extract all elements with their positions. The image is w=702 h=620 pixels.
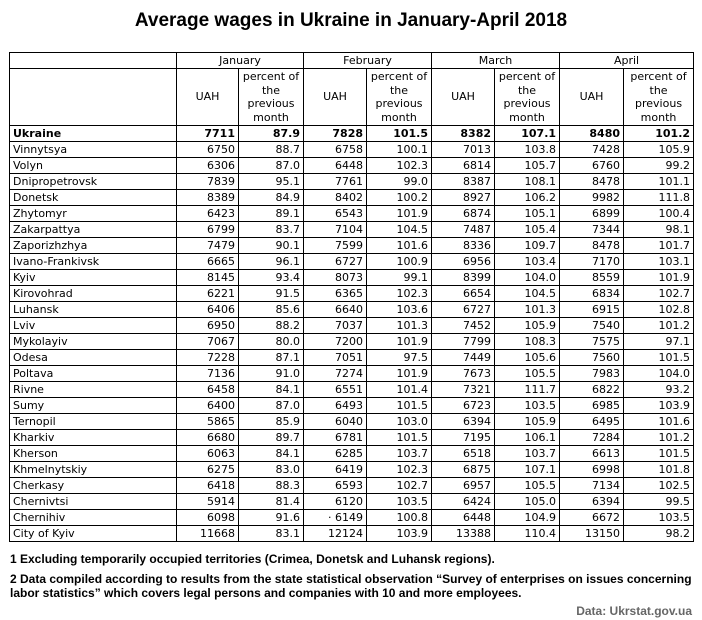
uah-value-cell: 7274 bbox=[304, 366, 367, 382]
uah-value-cell: 6834 bbox=[560, 286, 624, 302]
uah-value-cell: 6654 bbox=[432, 286, 495, 302]
percent-value-cell: 96.1 bbox=[239, 254, 304, 270]
source-credit: Data: Ukrstat.gov.ua bbox=[576, 604, 692, 618]
percent-value-cell: 111.8 bbox=[624, 190, 694, 206]
page-title: Average wages in Ukraine in January-April 2018 bbox=[134, 10, 568, 31]
percent-value-cell: 107.1 bbox=[495, 126, 560, 142]
percent-value-cell: 99.5 bbox=[624, 494, 694, 510]
uah-value-cell: 7200 bbox=[304, 334, 367, 350]
uah-value-cell: 7449 bbox=[432, 350, 495, 366]
percent-value-cell: 101.4 bbox=[367, 382, 432, 398]
percent-value-cell: 91.0 bbox=[239, 366, 304, 382]
region-name-cell: Kherson bbox=[10, 446, 177, 462]
percent-value-cell: 103.9 bbox=[367, 526, 432, 542]
percent-value-cell: 104.0 bbox=[624, 366, 694, 382]
percent-value-cell: 93.4 bbox=[239, 270, 304, 286]
region-name-cell: Zaporizhzhya bbox=[10, 238, 177, 254]
percent-value-cell: 103.4 bbox=[495, 254, 560, 270]
uah-value-cell: 7134 bbox=[560, 478, 624, 494]
percent-header: percent of the previous month bbox=[495, 69, 560, 126]
percent-value-cell: 83.1 bbox=[239, 526, 304, 542]
uah-value-cell: 6956 bbox=[432, 254, 495, 270]
percent-value-cell: 101.1 bbox=[624, 174, 694, 190]
table-row bbox=[10, 270, 694, 286]
percent-value-cell: 103.9 bbox=[624, 398, 694, 414]
percent-value-cell: 101.5 bbox=[367, 126, 432, 142]
uah-value-cell: 6899 bbox=[560, 206, 624, 222]
percent-value-cell: 101.6 bbox=[624, 414, 694, 430]
uah-value-cell: 6781 bbox=[304, 430, 367, 446]
percent-value-cell: 105.9 bbox=[495, 414, 560, 430]
uah-value-cell: 7344 bbox=[560, 222, 624, 238]
month-header-april: April bbox=[560, 53, 694, 69]
uah-value-cell: 6874 bbox=[432, 206, 495, 222]
uah-value-cell: 9982 bbox=[560, 190, 624, 206]
percent-value-cell: 97.5 bbox=[367, 350, 432, 366]
region-name-cell: Luhansk bbox=[10, 302, 177, 318]
wages-table bbox=[9, 52, 694, 542]
uah-value-cell: 7136 bbox=[177, 366, 239, 382]
percent-value-cell: 103.0 bbox=[367, 414, 432, 430]
percent-value-cell: 99.1 bbox=[367, 270, 432, 286]
region-name-cell: Lviv bbox=[10, 318, 177, 334]
percent-value-cell: 101.5 bbox=[624, 446, 694, 462]
percent-value-cell: 100.1 bbox=[367, 142, 432, 158]
uah-value-cell: 6221 bbox=[177, 286, 239, 302]
uah-value-cell: 8478 bbox=[560, 174, 624, 190]
uah-value-cell: 6120 bbox=[304, 494, 367, 510]
region-name-cell: Chernivtsi bbox=[10, 494, 177, 510]
uah-value-cell: 6424 bbox=[432, 494, 495, 510]
percent-value-cell: 105.1 bbox=[495, 206, 560, 222]
percent-header: percent of the previous month bbox=[239, 69, 304, 126]
uah-value-cell: 6875 bbox=[432, 462, 495, 478]
percent-value-cell: 105.6 bbox=[495, 350, 560, 366]
region-name-cell: Ivano-Frankivsk bbox=[10, 254, 177, 270]
table-row bbox=[10, 254, 694, 270]
uah-value-cell: 6985 bbox=[560, 398, 624, 414]
percent-value-cell: 89.1 bbox=[239, 206, 304, 222]
uah-value-cell: 6448 bbox=[432, 510, 495, 526]
uah-value-cell: 6665 bbox=[177, 254, 239, 270]
uah-value-cell: 6495 bbox=[560, 414, 624, 430]
percent-value-cell: 102.8 bbox=[624, 302, 694, 318]
uah-value-cell: 6394 bbox=[560, 494, 624, 510]
footnote-1: 1 Excluding temporarily occupied territories (Crimea, Donetsk and Luhansk regions). bbox=[10, 552, 495, 566]
table-row bbox=[10, 366, 694, 382]
table-row bbox=[10, 462, 694, 478]
percent-value-cell: 105.5 bbox=[495, 478, 560, 494]
uah-value-cell: 6098 bbox=[177, 510, 239, 526]
percent-value-cell: 88.2 bbox=[239, 318, 304, 334]
percent-value-cell: 101.9 bbox=[367, 334, 432, 350]
percent-value-cell: 102.5 bbox=[624, 478, 694, 494]
percent-value-cell: 91.6 bbox=[239, 510, 304, 526]
percent-value-cell: 100.8 bbox=[367, 510, 432, 526]
month-header-row bbox=[10, 53, 694, 69]
percent-value-cell: 89.7 bbox=[239, 430, 304, 446]
percent-value-cell: 88.7 bbox=[239, 142, 304, 158]
percent-value-cell: 104.5 bbox=[495, 286, 560, 302]
percent-value-cell: 103.8 bbox=[495, 142, 560, 158]
uah-value-cell: 6593 bbox=[304, 478, 367, 494]
uah-value-cell: 6406 bbox=[177, 302, 239, 318]
uah-value-cell: 8559 bbox=[560, 270, 624, 286]
table-body bbox=[10, 126, 694, 542]
uah-value-cell: 5914 bbox=[177, 494, 239, 510]
percent-value-cell: 101.8 bbox=[624, 462, 694, 478]
uah-value-cell: 13150 bbox=[560, 526, 624, 542]
uah-value-cell: 8387 bbox=[432, 174, 495, 190]
uah-value-cell: 12124 bbox=[304, 526, 367, 542]
uah-value-cell: 7170 bbox=[560, 254, 624, 270]
percent-header: percent of the previous month bbox=[367, 69, 432, 126]
uah-value-cell: 8145 bbox=[177, 270, 239, 286]
percent-value-cell: 88.3 bbox=[239, 478, 304, 494]
percent-value-cell: 104.9 bbox=[495, 510, 560, 526]
percent-value-cell: 105.5 bbox=[495, 366, 560, 382]
uah-value-cell: · 6149 bbox=[304, 510, 367, 526]
uah-value-cell: 5865 bbox=[177, 414, 239, 430]
uah-value-cell: 11668 bbox=[177, 526, 239, 542]
table-row bbox=[10, 158, 694, 174]
uah-value-cell: 6518 bbox=[432, 446, 495, 462]
percent-value-cell: 90.1 bbox=[239, 238, 304, 254]
table-row bbox=[10, 430, 694, 446]
uah-value-cell: 6040 bbox=[304, 414, 367, 430]
percent-value-cell: 106.1 bbox=[495, 430, 560, 446]
percent-value-cell: 102.3 bbox=[367, 158, 432, 174]
uah-value-cell: 6285 bbox=[304, 446, 367, 462]
table-row bbox=[10, 206, 694, 222]
uah-value-cell: 6957 bbox=[432, 478, 495, 494]
uah-value-cell: 7195 bbox=[432, 430, 495, 446]
percent-value-cell: 100.4 bbox=[624, 206, 694, 222]
table-row bbox=[10, 190, 694, 206]
percent-value-cell: 103.6 bbox=[367, 302, 432, 318]
percent-value-cell: 101.9 bbox=[367, 206, 432, 222]
footnote-2: 2 Data compiled according to results from the state statistical observation “Survey of enterprises on issues concerning labor statistics” which covers legal persons and companies with 10 and more employees. bbox=[10, 572, 692, 600]
percent-value-cell: 101.7 bbox=[624, 238, 694, 254]
uah-value-cell: 7828 bbox=[304, 126, 367, 142]
region-name-cell: City of Kyiv bbox=[10, 526, 177, 542]
table-row bbox=[10, 334, 694, 350]
table-row bbox=[10, 446, 694, 462]
percent-value-cell: 101.9 bbox=[367, 366, 432, 382]
uah-value-cell: 7575 bbox=[560, 334, 624, 350]
table-row bbox=[10, 238, 694, 254]
region-name-cell: Chernihiv bbox=[10, 510, 177, 526]
uah-value-cell: 8480 bbox=[560, 126, 624, 142]
percent-value-cell: 93.2 bbox=[624, 382, 694, 398]
percent-value-cell: 100.9 bbox=[367, 254, 432, 270]
uah-header: UAH bbox=[560, 69, 624, 126]
uah-value-cell: 7799 bbox=[432, 334, 495, 350]
percent-value-cell: 101.5 bbox=[367, 398, 432, 414]
uah-value-cell: 6423 bbox=[177, 206, 239, 222]
percent-value-cell: 97.1 bbox=[624, 334, 694, 350]
percent-value-cell: 108.1 bbox=[495, 174, 560, 190]
percent-value-cell: 101.9 bbox=[624, 270, 694, 286]
uah-value-cell: 8402 bbox=[304, 190, 367, 206]
month-header-march: March bbox=[432, 53, 560, 69]
header-blank bbox=[10, 69, 177, 126]
uah-value-cell: 6915 bbox=[560, 302, 624, 318]
percent-value-cell: 103.5 bbox=[495, 398, 560, 414]
uah-value-cell: 7051 bbox=[304, 350, 367, 366]
uah-value-cell: 6543 bbox=[304, 206, 367, 222]
table-row bbox=[10, 174, 694, 190]
table-row bbox=[10, 286, 694, 302]
uah-value-cell: 6400 bbox=[177, 398, 239, 414]
header-blank bbox=[10, 53, 177, 69]
uah-value-cell: 7037 bbox=[304, 318, 367, 334]
percent-value-cell: 105.9 bbox=[624, 142, 694, 158]
uah-value-cell: 7711 bbox=[177, 126, 239, 142]
region-name-cell: Donetsk bbox=[10, 190, 177, 206]
uah-value-cell: 8336 bbox=[432, 238, 495, 254]
uah-value-cell: 8382 bbox=[432, 126, 495, 142]
percent-value-cell: 105.7 bbox=[495, 158, 560, 174]
percent-value-cell: 107.1 bbox=[495, 462, 560, 478]
table-row bbox=[10, 398, 694, 414]
percent-value-cell: 99.0 bbox=[367, 174, 432, 190]
region-name-cell: Vinnytsya bbox=[10, 142, 177, 158]
uah-value-cell: 6799 bbox=[177, 222, 239, 238]
uah-value-cell: 6448 bbox=[304, 158, 367, 174]
region-name-cell: Zhytomyr bbox=[10, 206, 177, 222]
region-name-cell: Kyiv bbox=[10, 270, 177, 286]
percent-value-cell: 103.5 bbox=[367, 494, 432, 510]
uah-value-cell: 6306 bbox=[177, 158, 239, 174]
percent-value-cell: 103.1 bbox=[624, 254, 694, 270]
percent-value-cell: 100.2 bbox=[367, 190, 432, 206]
region-name-cell: Kirovohrad bbox=[10, 286, 177, 302]
percent-value-cell: 85.9 bbox=[239, 414, 304, 430]
region-name-cell: Zakarpattya bbox=[10, 222, 177, 238]
uah-value-cell: 7228 bbox=[177, 350, 239, 366]
table-row bbox=[10, 526, 694, 542]
uah-value-cell: 7452 bbox=[432, 318, 495, 334]
uah-value-cell: 7067 bbox=[177, 334, 239, 350]
uah-value-cell: 7599 bbox=[304, 238, 367, 254]
percent-value-cell: 102.3 bbox=[367, 462, 432, 478]
percent-value-cell: 87.0 bbox=[239, 158, 304, 174]
region-name-cell: Cherkasy bbox=[10, 478, 177, 494]
uah-value-cell: 6275 bbox=[177, 462, 239, 478]
percent-value-cell: 98.1 bbox=[624, 222, 694, 238]
uah-value-cell: 6418 bbox=[177, 478, 239, 494]
uah-value-cell: 6998 bbox=[560, 462, 624, 478]
uah-value-cell: 7487 bbox=[432, 222, 495, 238]
percent-value-cell: 101.3 bbox=[367, 318, 432, 334]
uah-value-cell: 6727 bbox=[304, 254, 367, 270]
uah-value-cell: 6727 bbox=[432, 302, 495, 318]
uah-value-cell: 8478 bbox=[560, 238, 624, 254]
uah-value-cell: 7479 bbox=[177, 238, 239, 254]
month-header-february: February bbox=[304, 53, 432, 69]
region-name-cell: Odesa bbox=[10, 350, 177, 366]
region-name-cell: Dnipropetrovsk bbox=[10, 174, 177, 190]
uah-value-cell: 7321 bbox=[432, 382, 495, 398]
uah-value-cell: 6760 bbox=[560, 158, 624, 174]
percent-value-cell: 81.4 bbox=[239, 494, 304, 510]
percent-value-cell: 80.0 bbox=[239, 334, 304, 350]
percent-value-cell: 84.9 bbox=[239, 190, 304, 206]
uah-value-cell: 6822 bbox=[560, 382, 624, 398]
uah-value-cell: 6950 bbox=[177, 318, 239, 334]
uah-value-cell: 7839 bbox=[177, 174, 239, 190]
percent-value-cell: 87.9 bbox=[239, 126, 304, 142]
percent-value-cell: 101.6 bbox=[367, 238, 432, 254]
uah-value-cell: 6063 bbox=[177, 446, 239, 462]
uah-value-cell: 6419 bbox=[304, 462, 367, 478]
subheader-row bbox=[10, 69, 694, 126]
uah-value-cell: 7540 bbox=[560, 318, 624, 334]
percent-value-cell: 87.1 bbox=[239, 350, 304, 366]
region-name-cell: Poltava bbox=[10, 366, 177, 382]
uah-value-cell: 6493 bbox=[304, 398, 367, 414]
percent-value-cell: 110.4 bbox=[495, 526, 560, 542]
uah-value-cell: 6680 bbox=[177, 430, 239, 446]
uah-value-cell: 8389 bbox=[177, 190, 239, 206]
region-name-cell: Ukraine bbox=[10, 126, 177, 142]
region-name-cell: Ternopil bbox=[10, 414, 177, 430]
uah-value-cell: 6458 bbox=[177, 382, 239, 398]
percent-value-cell: 103.7 bbox=[367, 446, 432, 462]
region-name-cell: Kharkiv bbox=[10, 430, 177, 446]
percent-value-cell: 108.3 bbox=[495, 334, 560, 350]
uah-value-cell: 6814 bbox=[432, 158, 495, 174]
table-row bbox=[10, 414, 694, 430]
month-header-january: January bbox=[177, 53, 304, 69]
region-name-cell: Sumy bbox=[10, 398, 177, 414]
table-row bbox=[10, 222, 694, 238]
percent-value-cell: 102.7 bbox=[624, 286, 694, 302]
percent-value-cell: 109.7 bbox=[495, 238, 560, 254]
uah-value-cell: 7761 bbox=[304, 174, 367, 190]
percent-value-cell: 83.7 bbox=[239, 222, 304, 238]
percent-value-cell: 84.1 bbox=[239, 446, 304, 462]
percent-value-cell: 87.0 bbox=[239, 398, 304, 414]
table-row bbox=[10, 494, 694, 510]
uah-header: UAH bbox=[432, 69, 495, 126]
region-name-cell: Mykolayiv bbox=[10, 334, 177, 350]
percent-value-cell: 84.1 bbox=[239, 382, 304, 398]
region-name-cell: Rivne bbox=[10, 382, 177, 398]
table-row bbox=[10, 510, 694, 526]
uah-value-cell: 8073 bbox=[304, 270, 367, 286]
percent-value-cell: 105.0 bbox=[495, 494, 560, 510]
uah-value-cell: 7983 bbox=[560, 366, 624, 382]
uah-value-cell: 6750 bbox=[177, 142, 239, 158]
uah-value-cell: 7428 bbox=[560, 142, 624, 158]
percent-value-cell: 105.4 bbox=[495, 222, 560, 238]
percent-value-cell: 91.5 bbox=[239, 286, 304, 302]
uah-value-cell: 6640 bbox=[304, 302, 367, 318]
uah-value-cell: 6723 bbox=[432, 398, 495, 414]
uah-value-cell: 8399 bbox=[432, 270, 495, 286]
table-row bbox=[10, 382, 694, 398]
uah-value-cell: 6551 bbox=[304, 382, 367, 398]
percent-value-cell: 101.2 bbox=[624, 126, 694, 142]
percent-value-cell: 102.7 bbox=[367, 478, 432, 494]
percent-value-cell: 98.2 bbox=[624, 526, 694, 542]
uah-value-cell: 6394 bbox=[432, 414, 495, 430]
uah-value-cell: 7673 bbox=[432, 366, 495, 382]
percent-value-cell: 83.0 bbox=[239, 462, 304, 478]
percent-value-cell: 104.0 bbox=[495, 270, 560, 286]
table-row bbox=[10, 142, 694, 158]
percent-value-cell: 101.5 bbox=[624, 350, 694, 366]
percent-value-cell: 101.5 bbox=[367, 430, 432, 446]
uah-value-cell: 6613 bbox=[560, 446, 624, 462]
percent-value-cell: 95.1 bbox=[239, 174, 304, 190]
uah-header: UAH bbox=[177, 69, 239, 126]
percent-value-cell: 101.2 bbox=[624, 430, 694, 446]
uah-header: UAH bbox=[304, 69, 367, 126]
percent-value-cell: 111.7 bbox=[495, 382, 560, 398]
uah-value-cell: 6672 bbox=[560, 510, 624, 526]
percent-value-cell: 104.5 bbox=[367, 222, 432, 238]
percent-value-cell: 105.9 bbox=[495, 318, 560, 334]
percent-value-cell: 102.3 bbox=[367, 286, 432, 302]
uah-value-cell: 6758 bbox=[304, 142, 367, 158]
percent-value-cell: 101.3 bbox=[495, 302, 560, 318]
uah-value-cell: 13388 bbox=[432, 526, 495, 542]
percent-value-cell: 101.2 bbox=[624, 318, 694, 334]
percent-value-cell: 103.7 bbox=[495, 446, 560, 462]
region-name-cell: Volyn bbox=[10, 158, 177, 174]
percent-value-cell: 85.6 bbox=[239, 302, 304, 318]
table-row-total bbox=[10, 126, 694, 142]
uah-value-cell: 6365 bbox=[304, 286, 367, 302]
table-row bbox=[10, 302, 694, 318]
table-row bbox=[10, 478, 694, 494]
percent-value-cell: 99.2 bbox=[624, 158, 694, 174]
table-row bbox=[10, 318, 694, 334]
region-name-cell: Khmelnytskiy bbox=[10, 462, 177, 478]
uah-value-cell: 7560 bbox=[560, 350, 624, 366]
uah-value-cell: 8927 bbox=[432, 190, 495, 206]
uah-value-cell: 7284 bbox=[560, 430, 624, 446]
percent-value-cell: 106.2 bbox=[495, 190, 560, 206]
percent-header: percent of the previous month bbox=[624, 69, 694, 126]
uah-value-cell: 7013 bbox=[432, 142, 495, 158]
table-row bbox=[10, 350, 694, 366]
percent-value-cell: 103.5 bbox=[624, 510, 694, 526]
uah-value-cell: 7104 bbox=[304, 222, 367, 238]
